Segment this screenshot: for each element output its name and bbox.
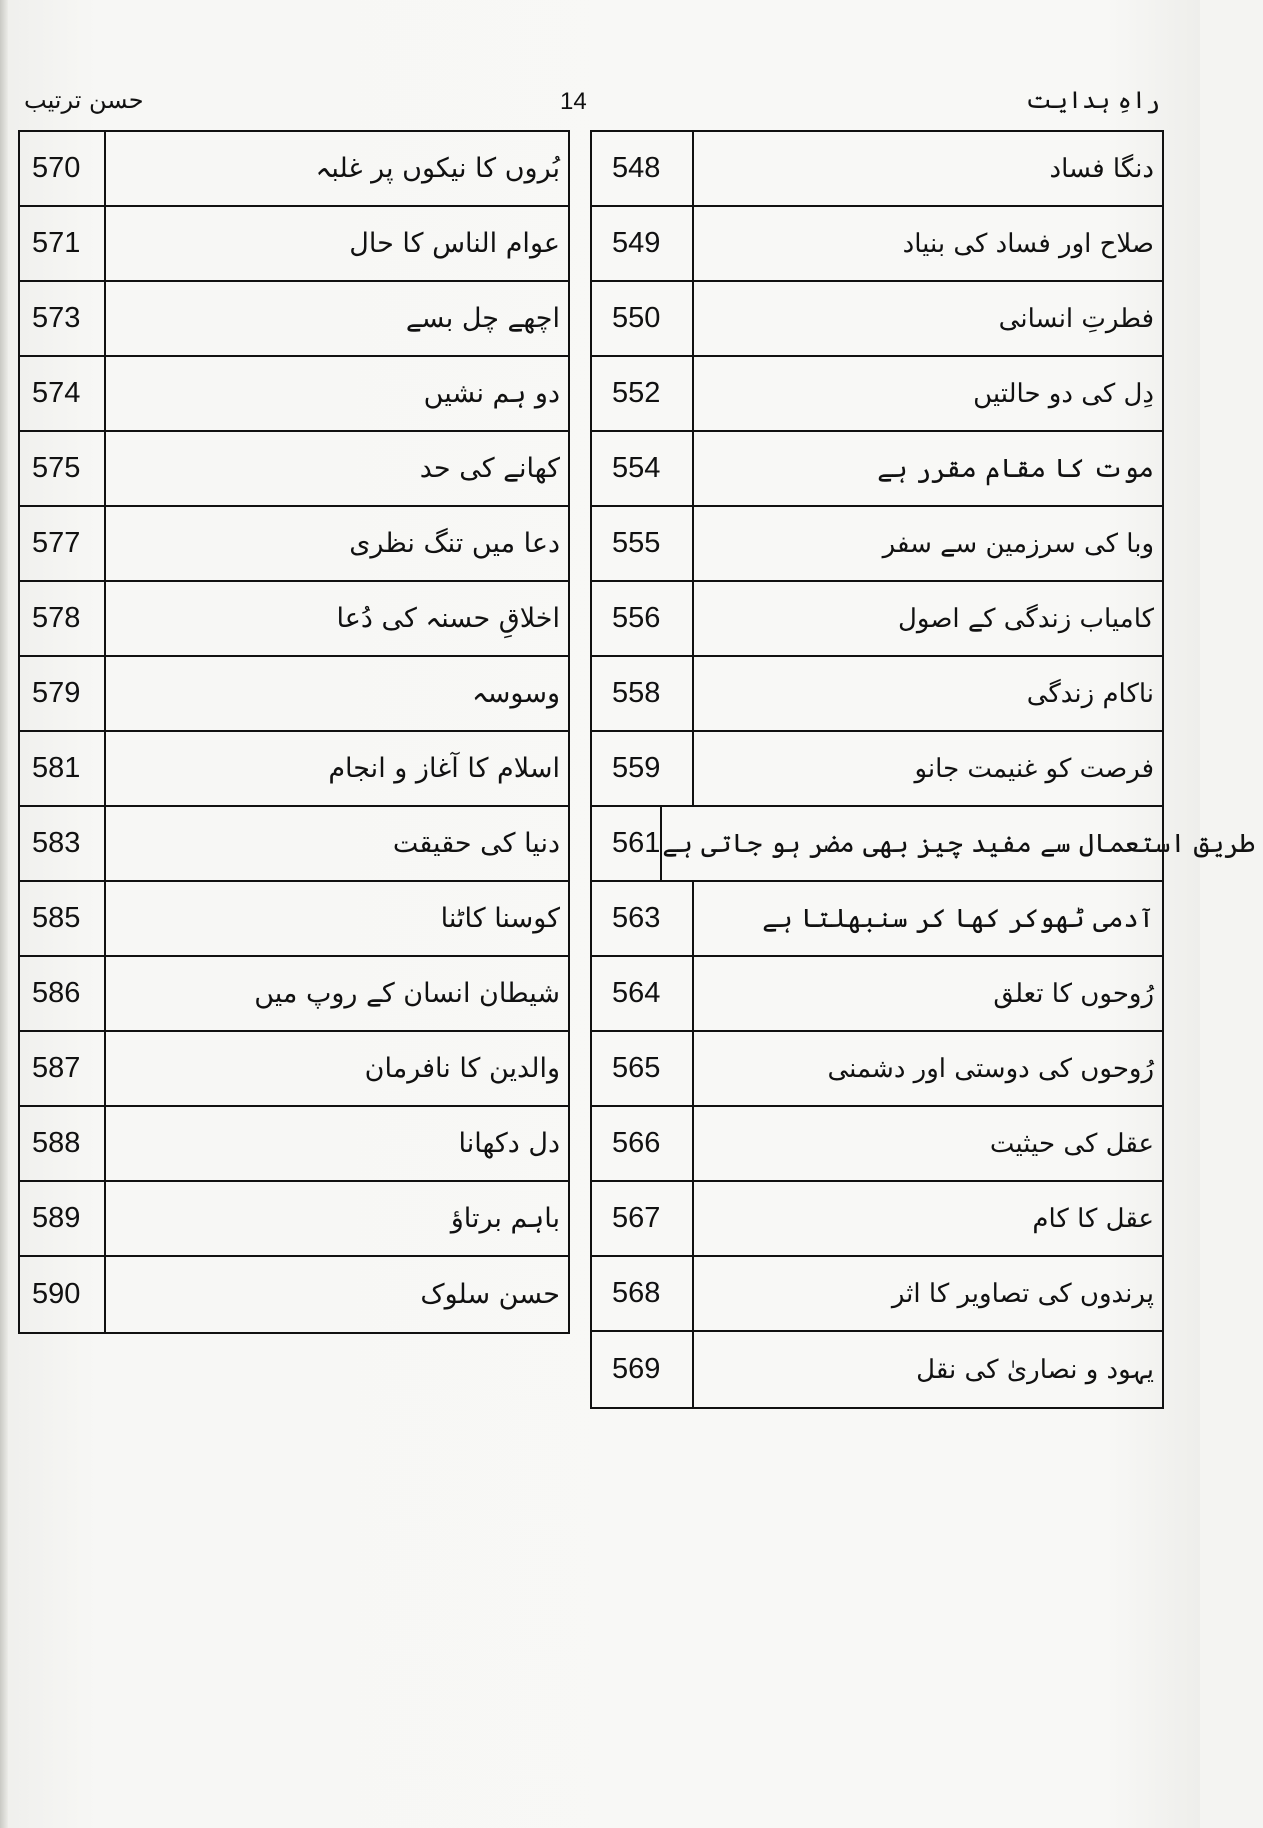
toc-page-number: 565 — [592, 1032, 694, 1105]
toc-row — [20, 432, 568, 507]
toc-page-number: 568 — [592, 1257, 694, 1330]
toc-page-number: 578 — [20, 582, 106, 655]
toc-entry-title: اچھے چل بسے — [405, 303, 560, 334]
toc-row — [592, 507, 1162, 582]
toc-entry-title: دنگا فساد — [1049, 153, 1154, 184]
toc-row — [20, 357, 568, 432]
toc-entry-title: بُروں کا نیکوں پر غلبہ — [315, 153, 560, 184]
header-right-title: راہِ ہدایت — [1025, 86, 1160, 114]
toc-page-number: 577 — [20, 507, 106, 580]
toc-row — [592, 432, 1162, 507]
toc-page-number: 569 — [592, 1332, 694, 1407]
toc-page-number: 574 — [20, 357, 106, 430]
toc-page-number: 559 — [592, 732, 694, 805]
toc-page-number: 570 — [20, 132, 106, 205]
toc-row — [592, 132, 1162, 207]
toc-entry-title: اسلام کا آغاز و انجام — [328, 753, 560, 784]
toc-entry-title: عقل کی حیثیت — [989, 1128, 1154, 1159]
toc-entry-title: باہم برتاؤ — [450, 1203, 560, 1234]
page-header — [0, 86, 1200, 122]
toc-page-number: 550 — [592, 282, 694, 355]
toc-row — [20, 132, 568, 207]
toc-row — [20, 582, 568, 657]
toc-entry-title: دنیا کی حقیقت — [392, 828, 560, 859]
toc-page-number: 555 — [592, 507, 694, 580]
toc-row — [20, 282, 568, 357]
toc-row — [592, 357, 1162, 432]
toc-entry-title: عوام الناس کا حال — [349, 228, 560, 259]
toc-row — [20, 732, 568, 807]
toc-page-number: 590 — [20, 1257, 106, 1332]
toc-page-number: 552 — [592, 357, 694, 430]
toc-entry-title: رُوحوں کا تعلق — [993, 978, 1154, 1009]
toc-entry-title: دِل کی دو حالتیں — [973, 378, 1154, 409]
toc-row — [592, 1332, 1162, 1407]
toc-row — [592, 1257, 1162, 1332]
toc-row — [20, 507, 568, 582]
toc-page-number: 583 — [20, 807, 106, 880]
toc-row — [20, 1257, 568, 1332]
page-number: 14 — [560, 88, 587, 115]
toc-page-number: 554 — [592, 432, 694, 505]
toc-entry-title: کھانے کی حد — [419, 453, 560, 484]
toc-row — [20, 957, 568, 1032]
toc-row — [592, 807, 1255, 882]
toc-row — [20, 1032, 568, 1107]
toc-entry-title: ناکام زندگی — [1026, 678, 1154, 709]
toc-page-number: 548 — [592, 132, 694, 205]
toc-row — [592, 882, 1162, 957]
toc-row — [592, 732, 1162, 807]
toc-page-number: 579 — [20, 657, 106, 730]
toc-entry-title: آدمی ٹھوکر کھا کر سنبھلتا ہے — [762, 903, 1154, 934]
toc-entry-title: کوسنا کاٹنا — [440, 903, 560, 934]
toc-page-number: 564 — [592, 957, 694, 1030]
toc-entry-title: وسوسہ — [471, 678, 560, 709]
toc-row — [592, 1032, 1162, 1107]
header-left-title: حسن ترتیب — [24, 86, 144, 114]
toc-entry-title: دعا میں تنگ نظری — [349, 528, 560, 559]
toc-page-number: 556 — [592, 582, 694, 655]
toc-page-number: 571 — [20, 207, 106, 280]
toc-page-number: 567 — [592, 1182, 694, 1255]
toc-entry-title: فطرتِ انسانی — [998, 303, 1154, 334]
toc-entry-title: موت کا مقام مقرر ہے — [877, 453, 1154, 484]
toc-page-number: 563 — [592, 882, 694, 955]
toc-entry-title: فرصت کو غنیمت جانو — [914, 753, 1154, 784]
toc-entry-title: دل دکھانا — [458, 1128, 560, 1159]
toc-entry-title: حسن سلوک — [420, 1279, 560, 1310]
toc-row — [592, 1182, 1162, 1257]
toc-row — [20, 657, 568, 732]
toc-entry-title: صلاح اور فساد کی بنیاد — [902, 228, 1154, 259]
toc-entry-title: عقل کا کام — [1032, 1203, 1154, 1234]
toc-row — [20, 1107, 568, 1182]
toc-page-number: 558 — [592, 657, 694, 730]
toc-row — [20, 207, 568, 282]
toc-row — [592, 657, 1162, 732]
toc-page-number: 561 — [592, 807, 662, 880]
page-spine-shadow — [0, 0, 8, 1828]
toc-row — [592, 957, 1162, 1032]
toc-entry-title: طریق استعمال سے مفید چیز بھی مضر ہو جاتی ہے — [662, 828, 1255, 859]
toc-page-number: 549 — [592, 207, 694, 280]
toc-row — [592, 207, 1162, 282]
toc-row — [20, 807, 568, 882]
toc-page-number: 586 — [20, 957, 106, 1030]
toc-entry-title: وبا کی سرزمین سے سفر — [882, 528, 1154, 559]
toc-row — [20, 1182, 568, 1257]
toc-entry-title: رُوحوں کی دوستی اور دشمنی — [827, 1053, 1154, 1084]
toc-page-number: 589 — [20, 1182, 106, 1255]
toc-table-left — [18, 130, 570, 1334]
toc-entry-title: پرندوں کی تصاویر کا اثر — [891, 1278, 1154, 1309]
toc-page-number: 575 — [20, 432, 106, 505]
toc-entry-title: دو ہم نشیں — [423, 378, 560, 409]
toc-row — [592, 282, 1162, 357]
toc-page-number: 581 — [20, 732, 106, 805]
toc-page-number: 573 — [20, 282, 106, 355]
toc-page-number: 566 — [592, 1107, 694, 1180]
toc-page-number: 588 — [20, 1107, 106, 1180]
toc-row — [592, 582, 1162, 657]
toc-entry-title: اخلاقِ حسنہ کی دُعا — [336, 603, 560, 634]
toc-table-right — [590, 130, 1255, 1409]
toc-entry-title: یہود و نصاریٰ کی نقل — [916, 1354, 1154, 1385]
toc-row — [20, 882, 568, 957]
toc-row — [592, 1107, 1162, 1182]
toc-page-number: 587 — [20, 1032, 106, 1105]
toc-entry-title: کامیاب زندگی کے اصول — [898, 603, 1154, 634]
toc-page-number: 585 — [20, 882, 106, 955]
toc-entry-title: والدین کا نافرمان — [364, 1053, 560, 1084]
toc-entry-title: شیطان انسان کے روپ میں — [254, 978, 560, 1009]
